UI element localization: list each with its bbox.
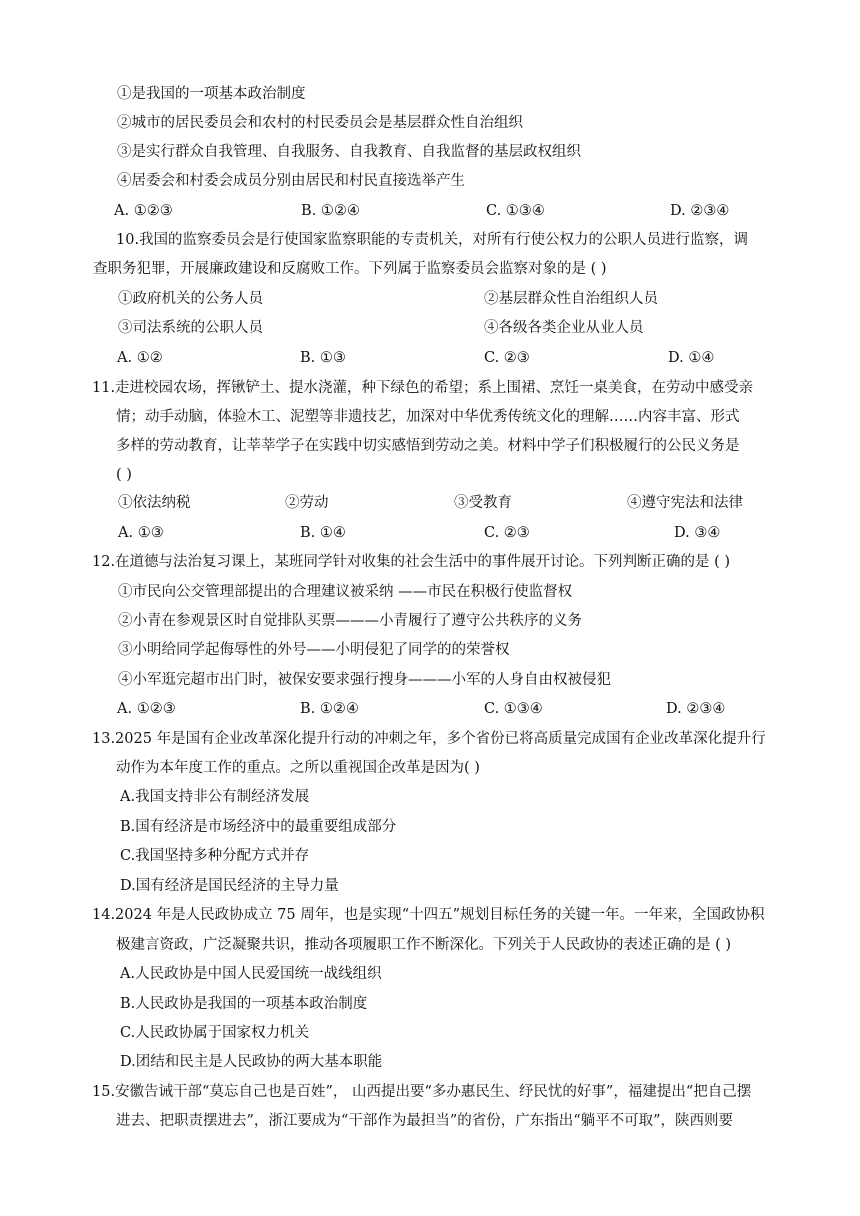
q14-stem-line-2: 极建言资政，广泛凝聚共识，推动各项履职工作不断深化。下列关于人民政协的表述正确的是 ( ) xyxy=(116,937,732,953)
q12-option-d: D. ②③④ xyxy=(666,701,726,717)
q13-stem-line-1: 13.2025 年是国有企业改革深化提升行动的冲刺之年，多个省份已将高质量完成国有企业改革深化提升行 xyxy=(92,731,766,747)
q10-item-2: ②基层群众性自治组织人员 xyxy=(484,291,658,307)
q11-option-b: B. ①④ xyxy=(300,525,346,541)
q10-option-b: B. ①③ xyxy=(300,350,346,366)
q11-item-1: ①依法纳税 xyxy=(118,495,191,511)
q10-stem-line-2: 查职务犯罪，开展廉政建设和反腐败工作。下列属于监察委员会监察对象的是 ( ) xyxy=(93,261,607,277)
q13-stem-line-2: 动作为本年度工作的重点。之所以重视国企改革是因为( ) xyxy=(116,760,480,776)
q12-stem-line-1: 12.在道德与法治复习课上，某班同学针对收集的社会生活中的事件展开讨论。下列判断正确的是 ( ) xyxy=(92,554,731,570)
q10-stem-line-1: 10.我国的监察委员会是行使国家监察职能的专责机关，对所有行使公权力的公职人员进行监察，调 xyxy=(116,232,749,248)
q11-stem-line-3: 多样的劳动教育，让莘莘学子在实践中切实感悟到劳动之美。材料中学子们积极履行的公民义务是 xyxy=(116,438,740,454)
q14-stem-line-1: 14.2024 年是人民政协成立 75 周年，也是实现“十四五”规划目标任务的关键一年。一年来，全国政协积 xyxy=(92,907,765,923)
q9-option-c: C. ①③④ xyxy=(486,203,545,219)
q9-item-3: ③是实行群众自我管理、自我服务、自我教育、自我监督的基层政权组织 xyxy=(117,144,581,160)
q12-item-1: ①市民向公交管理部提出的合理建议被采纳 ——市民在积极行使监督权 xyxy=(118,584,573,600)
q12-item-3: ③小明给同学起侮辱性的外号——小明侵犯了同学的的荣誉权 xyxy=(118,642,510,658)
q13-option-a: A.我国支持非公有制经济发展 xyxy=(120,789,310,805)
q12-item-2: ②小青在参观景区时自觉排队买票———小青履行了遵守公共秩序的义务 xyxy=(118,613,582,629)
q11-item-3: ③受教育 xyxy=(454,495,512,511)
q13-option-d: D.国有经济是国民经济的主导力量 xyxy=(120,878,339,894)
q9-option-d: D. ②③④ xyxy=(670,203,730,219)
q11-option-c: C. ②③ xyxy=(484,525,530,541)
q11-item-2: ②劳动 xyxy=(285,495,329,511)
q11-stem-line-1: 11.走进校园农场，挥锹铲土、提水浇灌，种下绿色的希望；系上围裙、烹饪一桌美食，在劳动中感受亲 xyxy=(92,380,754,396)
q12-option-a: A. ①②③ xyxy=(117,701,176,717)
q14-option-b: B.人民政协是我国的一项基本政治制度 xyxy=(120,996,368,1012)
q11-stem-line-4: ( ) xyxy=(116,467,132,483)
q11-item-4: ④遵守宪法和法律 xyxy=(627,495,743,511)
q12-option-c: C. ①③④ xyxy=(484,701,543,717)
q9-item-2: ②城市的居民委员会和农村的村民委员会是基层群众性自治组织 xyxy=(117,115,523,131)
q10-item-1: ①政府机关的公务人员 xyxy=(118,291,263,307)
q15-stem-line-2: 进去、把职责摆进去”，浙江要成为“干部作为最担当”的省份，广东指出“躺平不可取”，陕西则要 xyxy=(116,1113,734,1129)
q10-item-3: ③司法系统的公职人员 xyxy=(118,320,263,336)
q11-option-a: A. ①③ xyxy=(118,525,164,541)
q14-option-d: D.团结和民主是人民政协的两大基本职能 xyxy=(120,1054,383,1070)
q14-option-a: A.人民政协是中国人民爱国统一战线组织 xyxy=(120,966,382,982)
q9-item-4: ④居委会和村委会成员分别由居民和村民直接选举产生 xyxy=(117,173,465,189)
q13-option-c: C.我国坚持多种分配方式并存 xyxy=(120,848,310,864)
q11-option-d: D. ③④ xyxy=(674,525,721,541)
q9-option-b: B. ①②④ xyxy=(301,203,360,219)
q14-option-c: C.人民政协属于国家权力机关 xyxy=(120,1025,310,1041)
q13-option-b: B.国有经济是市场经济中的最重要组成部分 xyxy=(120,819,397,835)
q10-option-c: C. ②③ xyxy=(484,350,530,366)
q11-stem-line-2: 情；动手动脑，体验木工、泥塑等非遗技艺，加深对中华优秀传统文化的理解……内容丰富、形式 xyxy=(116,409,740,425)
q10-option-d: D. ①④ xyxy=(668,350,715,366)
q10-option-a: A. ①② xyxy=(117,350,163,366)
q9-item-1: ①是我国的一项基本政治制度 xyxy=(117,86,306,102)
q9-option-a: A. ①②③ xyxy=(114,203,173,219)
q10-item-4: ④各级各类企业从业人员 xyxy=(484,320,644,336)
q12-option-b: B. ①②④ xyxy=(300,701,359,717)
q12-item-4: ④小军逛完超市出门时，被保安要求强行搜身———小军的人身自由权被侵犯 xyxy=(118,672,611,688)
q15-stem-line-1: 15.安徽告诫干部“莫忘自己也是百姓”， 山西提出要“多办惠民生、纾民忧的好事”，福建提出“把自己摆 xyxy=(92,1084,752,1100)
